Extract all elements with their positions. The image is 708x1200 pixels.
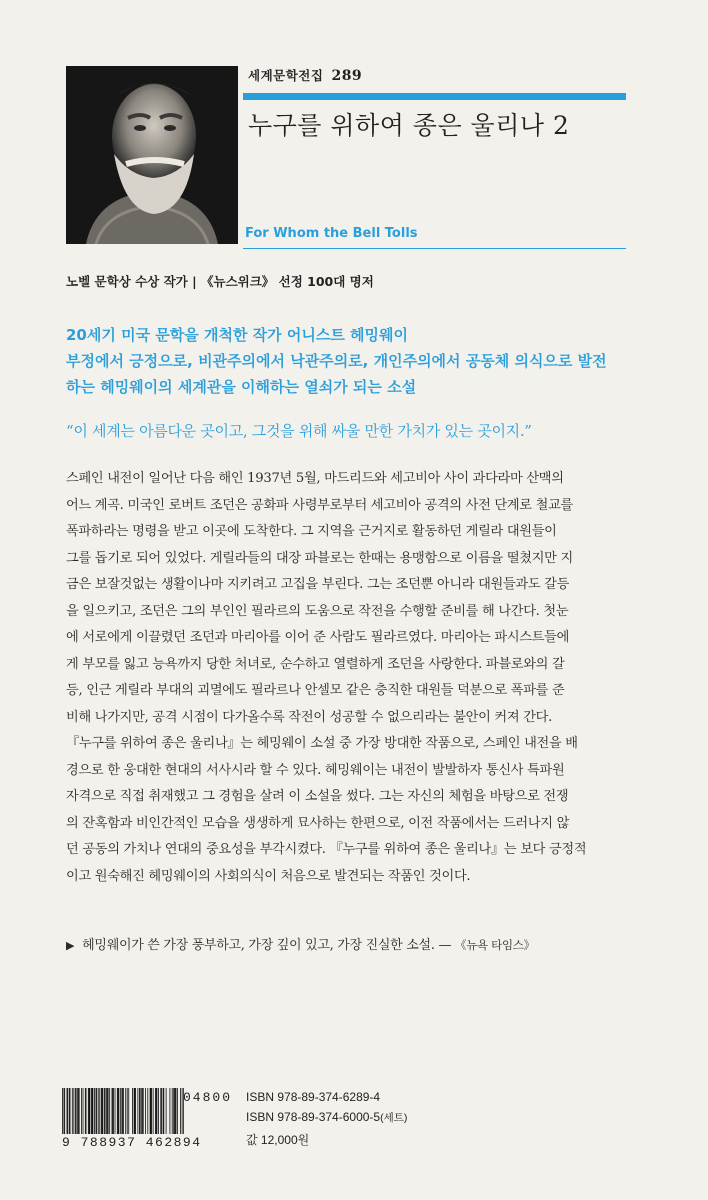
barcode-bar bbox=[75, 1088, 76, 1134]
barcode-bar bbox=[85, 1088, 86, 1134]
body-line: 의 잔혹함과 비인간적인 모습을 생생하게 묘사하는 한편으로, 이전 작품에서는 드러나지 않 bbox=[66, 815, 570, 831]
barcode-bar bbox=[102, 1088, 103, 1134]
barcode-bar bbox=[72, 1088, 73, 1134]
barcode-bar bbox=[77, 1088, 78, 1134]
pull-quote: “이 세계는 아름다운 곳이고, 그것을 위해 싸울 만한 가치가 있는 곳이지.” bbox=[66, 422, 532, 440]
barcode-bar bbox=[89, 1088, 90, 1134]
barcode-bar bbox=[170, 1088, 171, 1134]
highlight-line: 20세기 미국 문학을 개척한 작가 어니스트 헤밍웨이 bbox=[66, 326, 409, 344]
barcode-bar bbox=[108, 1088, 109, 1134]
barcode-bar bbox=[145, 1088, 146, 1134]
barcode-bar bbox=[174, 1088, 175, 1134]
highlight-line: 하는 헤밍웨이의 세계관을 이해하는 열쇠가 되는 소설 bbox=[66, 378, 417, 396]
body-line: 경으로 한 웅대한 현대의 서사시라 할 수 있다. 헤밍웨이는 내전이 발발하자 통신사 특파원 bbox=[66, 762, 565, 778]
barcode-bar bbox=[128, 1088, 129, 1134]
triangle-bullet-icon: ▶ bbox=[66, 939, 75, 952]
barcode-bar bbox=[123, 1088, 124, 1134]
barcode-bar bbox=[78, 1088, 79, 1134]
body-line: 을 일으키고, 조던은 그의 부인인 필라르의 도움으로 작전을 수행할 준비를 해 나간다. 첫눈 bbox=[66, 603, 569, 619]
barcode-bar bbox=[101, 1088, 102, 1134]
author-portrait-image bbox=[66, 66, 238, 244]
body-line: 비해 나가지만, 공격 시점이 다가올수록 작전이 성공할 수 없으리라는 불안이 커져 간다. bbox=[66, 709, 552, 725]
barcode-bar bbox=[173, 1088, 174, 1134]
body-line: 금은 보잘것없는 생활이나마 지키려고 고집을 부린다. 그는 조던뿐 아니라 대원들과도 갈등 bbox=[66, 577, 570, 592]
barcode-bar bbox=[175, 1088, 176, 1134]
barcode-bar bbox=[158, 1088, 159, 1134]
barcode-bar bbox=[141, 1088, 142, 1134]
body-line: 어느 계곡. 미국인 로버트 조던은 공화파 사령부로부터 세고비아 공격의 사전 단계로 철교를 bbox=[66, 497, 573, 513]
barcode-bar bbox=[88, 1088, 89, 1134]
barcode-bar bbox=[96, 1088, 97, 1134]
barcode-bar bbox=[79, 1088, 80, 1134]
barcode-bar bbox=[118, 1088, 119, 1134]
original-title: For Whom the Bell Tolls bbox=[245, 226, 418, 241]
body-line: 『누구를 위하여 종은 울리나』는 헤밍웨이 소설 중 가장 방대한 작품으로, 스페인 내전을 배 bbox=[66, 736, 578, 751]
barcode-digits: 9 788937 462894 bbox=[62, 1135, 202, 1150]
body-line: 에 서로에게 이끌렸던 조던과 마리아를 이어 준 사람도 필라르였다. 마리아는 파시스트들에 bbox=[66, 630, 570, 645]
barcode-bars bbox=[62, 1088, 184, 1134]
barcode-bar bbox=[62, 1088, 63, 1134]
barcode-bar bbox=[153, 1088, 154, 1134]
barcode-bar bbox=[64, 1088, 65, 1134]
body-line: 스페인 내전이 일어난 다음 해인 1937년 5월, 마드리드와 세고비아 사이 과다라마 산맥의 bbox=[66, 471, 564, 486]
price: 값 12,000원 bbox=[246, 1133, 310, 1147]
barcode-bar bbox=[150, 1088, 151, 1134]
barcode-bar bbox=[150, 1088, 151, 1134]
barcode-bar bbox=[157, 1088, 158, 1134]
barcode-bar bbox=[70, 1088, 71, 1134]
barcode-bar bbox=[81, 1088, 82, 1134]
barcode-bar bbox=[163, 1088, 164, 1134]
synopsis-body bbox=[66, 466, 646, 890]
barcode-bar bbox=[134, 1088, 135, 1134]
barcode-bar bbox=[172, 1088, 173, 1134]
isbn-set-note: (세트) bbox=[380, 1112, 408, 1124]
barcode-bar bbox=[69, 1088, 70, 1134]
barcode-bar bbox=[139, 1088, 140, 1134]
barcode-bar bbox=[125, 1088, 126, 1134]
barcode-bar bbox=[96, 1088, 97, 1134]
barcode-bar bbox=[67, 1088, 68, 1134]
barcode-bar bbox=[135, 1088, 136, 1134]
barcode-bar bbox=[176, 1088, 177, 1134]
barcode-bar bbox=[155, 1088, 156, 1134]
barcode-bar bbox=[109, 1088, 110, 1134]
body-line: 던 공동의 가치나 연대의 중요성을 부각시켰다. 『누구를 위하여 종은 울리나』는 보다 긍정적 bbox=[66, 842, 587, 857]
barcode-bar bbox=[151, 1088, 152, 1134]
barcode-bar bbox=[92, 1088, 93, 1134]
barcode-bar bbox=[121, 1088, 122, 1134]
barcode-bar bbox=[89, 1088, 90, 1134]
isbn-set: ISBN 978-89-374-6000-5 bbox=[246, 1110, 381, 1124]
barcode-bar bbox=[156, 1088, 157, 1134]
barcode-bar bbox=[147, 1088, 148, 1134]
barcode-bar bbox=[137, 1088, 138, 1134]
barcode-bar bbox=[160, 1088, 161, 1134]
barcode-bar bbox=[104, 1088, 105, 1134]
barcode-bar bbox=[106, 1088, 107, 1134]
body-line: 자격으로 직접 취재했고 그 경험을 살려 이 소설을 썼다. 그는 자신의 체험을 바탕으로 전쟁 bbox=[66, 789, 569, 804]
barcode-bar bbox=[86, 1088, 87, 1134]
barcode-bar bbox=[112, 1088, 113, 1134]
barcode-bar bbox=[83, 1088, 84, 1134]
barcode-bar bbox=[91, 1088, 92, 1134]
barcode-bar bbox=[93, 1088, 94, 1134]
barcode-bar bbox=[134, 1088, 135, 1134]
subtitle-rule bbox=[243, 248, 626, 249]
series-number: 289 bbox=[331, 68, 363, 84]
review-text: 헤밍웨이가 쓴 가장 풍부하고, 가장 깊이 있고, 가장 진실한 소설. — bbox=[82, 938, 452, 953]
barcode-bar bbox=[163, 1088, 164, 1134]
barcode-bar bbox=[115, 1088, 116, 1134]
barcode-bar bbox=[177, 1088, 178, 1134]
barcode-bar bbox=[112, 1088, 113, 1134]
barcode-bar bbox=[127, 1088, 128, 1134]
body-line: 이고 원숙해진 헤밍웨이의 사회의식이 처음으로 발견되는 작품인 것이다. bbox=[66, 868, 471, 884]
barcode-bar bbox=[94, 1088, 95, 1134]
barcode-bar bbox=[117, 1088, 118, 1134]
barcode-bar bbox=[107, 1088, 108, 1134]
barcode-bar bbox=[98, 1088, 99, 1134]
barcode-bar bbox=[118, 1088, 119, 1134]
isbn-set-line bbox=[246, 1110, 407, 1125]
author-portrait bbox=[66, 66, 238, 244]
barcode-bar bbox=[99, 1088, 100, 1134]
barcode-bar bbox=[67, 1088, 68, 1134]
barcode-bar bbox=[132, 1088, 133, 1134]
isbn-primary: ISBN 978-89-374-6289-4 bbox=[246, 1090, 381, 1104]
barcode-addon: 04800 bbox=[183, 1090, 233, 1105]
press-review bbox=[66, 934, 535, 953]
barcode-bar bbox=[64, 1088, 65, 1134]
barcode-bar bbox=[142, 1088, 143, 1134]
highlights-block bbox=[66, 322, 646, 400]
body-line: 폭파하라는 명령을 받고 이곳에 도착한다. 그 지역을 근거지로 활동하던 게릴라 대원들이 bbox=[66, 524, 557, 539]
body-line: 등, 인근 게릴라 부대의 괴멸에도 필라르나 안셀모 같은 충직한 대원들 덕분으로 폭파를 준 bbox=[66, 683, 565, 698]
barcode-bar bbox=[76, 1088, 77, 1134]
barcode-bar bbox=[113, 1088, 114, 1134]
barcode-bar bbox=[120, 1088, 121, 1134]
barcode-bar bbox=[166, 1088, 167, 1134]
barcode-bar bbox=[73, 1088, 74, 1134]
body-line: 게 부모를 잃고 능욕까지 당한 처녀로, 순수하고 열렬하게 조던을 사랑한다. 파블로와의 갈 bbox=[66, 656, 565, 672]
barcode-bar bbox=[180, 1088, 181, 1134]
body-line: 그를 돕기로 되어 있었다. 게릴라들의 대장 파블로는 한때는 용맹함으로 이름을 떨쳤지만 지 bbox=[66, 550, 573, 566]
barcode-bar bbox=[122, 1088, 123, 1134]
series-name: 세계문학전집 bbox=[248, 68, 324, 83]
review-source: 《뉴욕 타임스》 bbox=[455, 938, 535, 952]
barcode-bar bbox=[140, 1088, 141, 1134]
barcode-bar bbox=[102, 1088, 103, 1134]
book-title: 누구를 위하여 종은 울리나 2 bbox=[248, 111, 570, 140]
barcode-bar bbox=[105, 1088, 106, 1134]
award-line: 노벨 문학상 수상 작가 | 《뉴스위크》 선정 100대 명저 bbox=[66, 274, 374, 289]
barcode-bar bbox=[143, 1088, 144, 1134]
series-label bbox=[248, 66, 362, 84]
highlight-line: 부정에서 긍정으로, 비관주의에서 낙관주의로, 개인주의에서 공동체 의식으로 발전 bbox=[66, 352, 607, 370]
title-accent-bar bbox=[243, 93, 626, 100]
barcode-bar bbox=[161, 1088, 162, 1134]
